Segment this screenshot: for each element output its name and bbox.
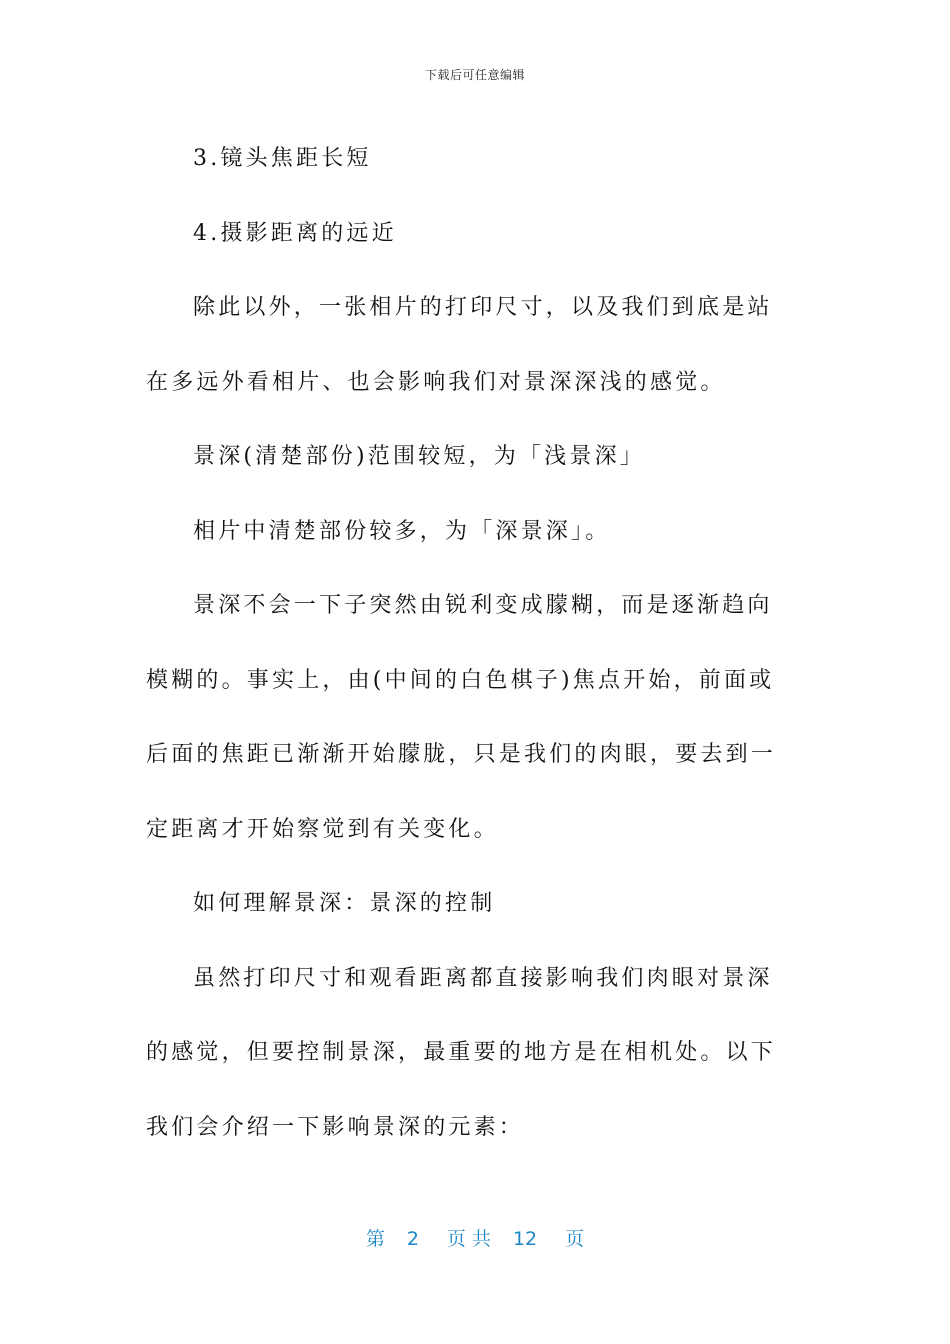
footer-suffix: 页 — [565, 1228, 585, 1250]
paragraph-deep-dof: 相片中清楚部份较多，为「深景深」。 — [193, 518, 611, 544]
footer-current-page: 2 — [406, 1228, 419, 1250]
footer-prefix: 第 — [365, 1228, 385, 1250]
footer-total-pages: 12 — [512, 1228, 538, 1250]
paragraph-focal-length: 3.镜头焦距长短 — [193, 146, 372, 171]
paragraph-camera-control: 虽然打印尺寸和观看距离都直接影响我们肉眼对景深的感觉，但要控制景深，最重要的地方是在相机处。以下我们会介绍一下影响景深的元素： — [146, 965, 777, 1140]
paragraph-shallow-dof: 景深(清楚部份)范围较短，为「浅景深」 — [193, 444, 645, 469]
paragraph-gradual-blur: 景深不会一下子突然由锐利变成朦糊，而是逐渐趋向模糊的。事实上，由(中间的白色棋子)焦点开始，前面或后面的焦距已渐渐开始朦胧，只是我们的肉眼，要去到一定距离才开始察觉到有关变化。 — [146, 593, 777, 842]
footer-middle: 页 共 — [446, 1228, 491, 1250]
paragraph-print-size: 除此以外，一张相片的打印尺寸，以及我们到底是站在多远外看相片、也会影响我们对景深深浅的感觉。 — [146, 295, 773, 395]
document-body — [146, 122, 796, 1165]
paragraph-shooting-distance: 4.摄影距离的远近 — [193, 220, 397, 246]
page-footer — [0, 1224, 950, 1251]
page-header: 下载后可任意编辑 — [424, 68, 525, 82]
section-heading-dof-control: 如何理解景深：景深的控制 — [193, 891, 496, 916]
